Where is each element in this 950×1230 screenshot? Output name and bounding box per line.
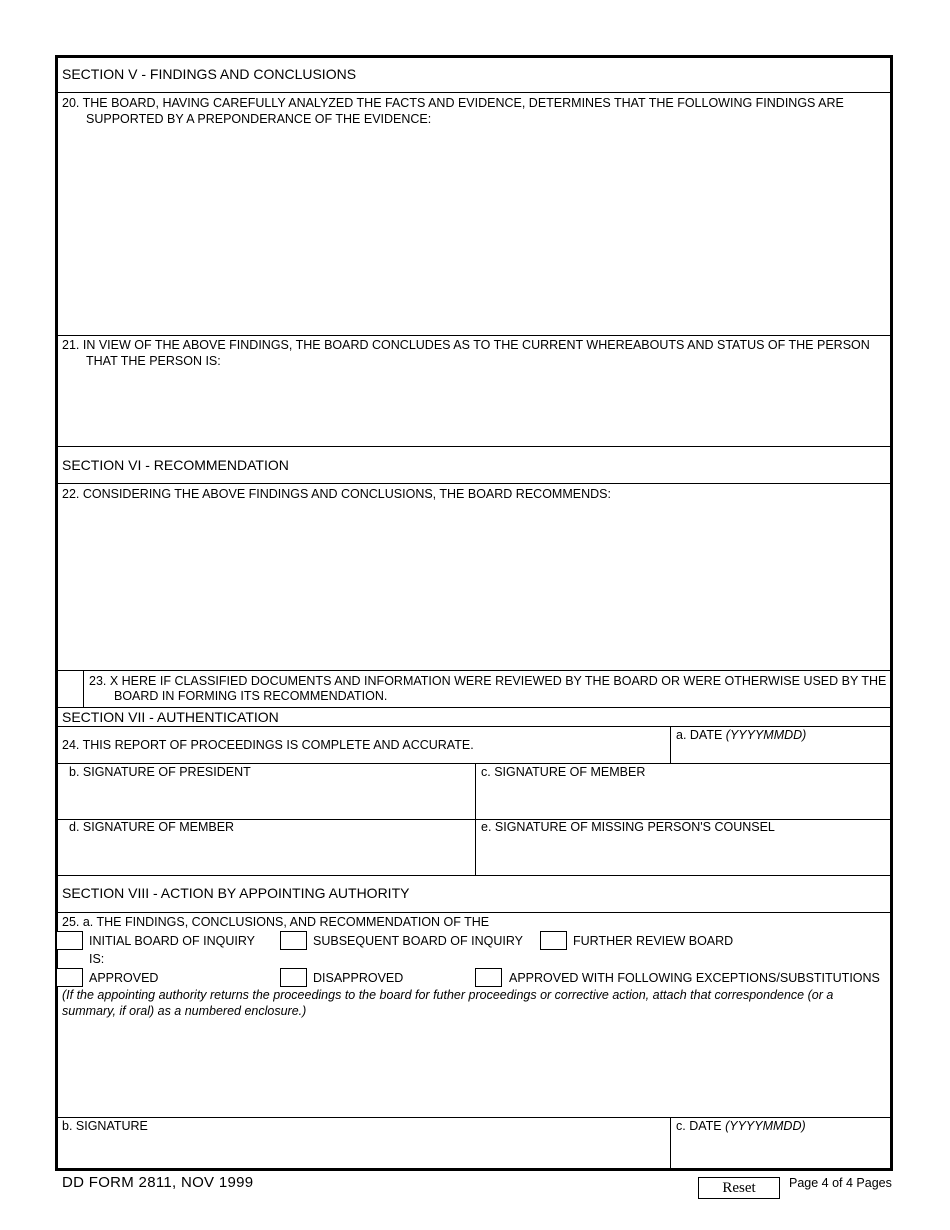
divider <box>56 912 892 913</box>
divider <box>56 483 892 484</box>
item-20-label: 20. THE BOARD, HAVING CAREFULLY ANALYZED THE FACTS AND EVIDENCE, DETERMINES THAT THE FOLLOWING FINDINGS ARE <box>62 96 844 110</box>
item-23-label-cont: BOARD IN FORMING ITS RECOMMENDATION. <box>114 689 388 703</box>
disapproved-checkbox[interactable] <box>280 968 307 987</box>
item-23-checkbox-divider <box>83 670 84 707</box>
form-id: DD FORM 2811, NOV 1999 <box>62 1174 254 1191</box>
divider <box>56 92 892 93</box>
item-24a-date-field[interactable] <box>672 744 890 762</box>
sig-member-d-label: d. SIGNATURE OF MEMBER <box>69 820 235 834</box>
sig-counsel-field[interactable] <box>478 837 890 873</box>
initial-board-checkbox[interactable] <box>56 931 83 950</box>
item-21-label: 21. IN VIEW OF THE ABOVE FINDINGS, THE BOARD CONCLUDES AS TO THE CURRENT WHEREABOUTS AND STATUS OF THE PERSON <box>62 338 870 352</box>
further-review-checkbox[interactable] <box>540 931 567 950</box>
item-21-label-cont: THAT THE PERSON IS: <box>86 354 221 368</box>
item-20-label-cont: SUPPORTED BY A PREPONDERANCE OF THE EVIDENCE: <box>86 112 432 126</box>
subsequent-board-label: SUBSEQUENT BOARD OF INQUIRY <box>313 934 523 948</box>
exceptions-text-field[interactable] <box>58 1022 890 1115</box>
date-label: c. DATE (YYYYMMDD) <box>676 1119 806 1133</box>
enclosure-note: (If the appointing authority returns the proceedings to the board for futher proceedings or corrective action, attach that correspondence (or a summary, if oral) as a numbered enclosure.) <box>62 988 834 1018</box>
divider <box>670 726 671 763</box>
sig-member-d-field[interactable] <box>58 837 473 873</box>
item-22-label: 22. CONSIDERING THE ABOVE FINDINGS AND CONCLUSIONS, THE BOARD RECOMMENDS: <box>62 487 611 501</box>
divider <box>56 446 892 447</box>
sig-president-label: b. SIGNATURE OF PRESIDENT <box>69 765 251 779</box>
approved-label: APPROVED <box>89 971 159 985</box>
subsequent-board-checkbox[interactable] <box>280 931 307 950</box>
item-24a-date-label: a. DATE (YYYYMMDD) <box>676 728 807 742</box>
signature-label: b. SIGNATURE <box>62 1119 148 1133</box>
sig-member-c-label: c. SIGNATURE OF MEMBER <box>481 765 646 779</box>
reset-button[interactable]: Reset <box>698 1177 780 1199</box>
divider <box>56 670 892 671</box>
appointing-signature-field[interactable] <box>58 1136 668 1168</box>
appointing-date-field[interactable] <box>672 1136 890 1168</box>
item-21-conclusion-field[interactable] <box>58 372 890 444</box>
sig-counsel-label: e. SIGNATURE OF MISSING PERSON'S COUNSEL <box>481 820 775 834</box>
section-6-title: SECTION VI - RECOMMENDATION <box>62 457 289 473</box>
initial-board-label: INITIAL BOARD OF INQUIRY <box>89 934 255 948</box>
item-22-recommendation-field[interactable] <box>58 505 890 668</box>
item-23-label: 23. X HERE IF CLASSIFIED DOCUMENTS AND INFORMATION WERE REVIEWED BY THE BOARD OR WERE OTHERWISE USED BY THE <box>89 674 887 688</box>
is-label: IS: <box>89 952 105 966</box>
approved-exceptions-checkbox[interactable] <box>475 968 502 987</box>
item-24-label: 24. THIS REPORT OF PROCEEDINGS IS COMPLETE AND ACCURATE. <box>62 738 474 752</box>
item-25a-label: 25. a. THE FINDINGS, CONCLUSIONS, AND RECOMMENDATION OF THE <box>62 915 490 929</box>
section-7-title: SECTION VII - AUTHENTICATION <box>62 709 279 725</box>
section-8-title: SECTION VIII - ACTION BY APPOINTING AUTHORITY <box>62 885 410 901</box>
further-review-label: FURTHER REVIEW BOARD <box>573 934 734 948</box>
divider <box>56 335 892 336</box>
item-23-classified-checkbox[interactable] <box>58 672 82 706</box>
approved-checkbox[interactable] <box>56 968 83 987</box>
sig-president-field[interactable] <box>58 782 473 818</box>
approved-exceptions-label: APPROVED WITH FOLLOWING EXCEPTIONS/SUBSTITUTIONS <box>509 971 880 985</box>
item-20-findings-field[interactable] <box>58 130 890 333</box>
divider <box>670 1117 671 1170</box>
sig-member-c-field[interactable] <box>478 782 890 818</box>
disapproved-label: DISAPPROVED <box>313 971 404 985</box>
section-5-title: SECTION V - FINDINGS AND CONCLUSIONS <box>62 66 357 82</box>
divider <box>56 875 892 876</box>
page-info: Page 4 of 4 Pages <box>789 1176 892 1190</box>
